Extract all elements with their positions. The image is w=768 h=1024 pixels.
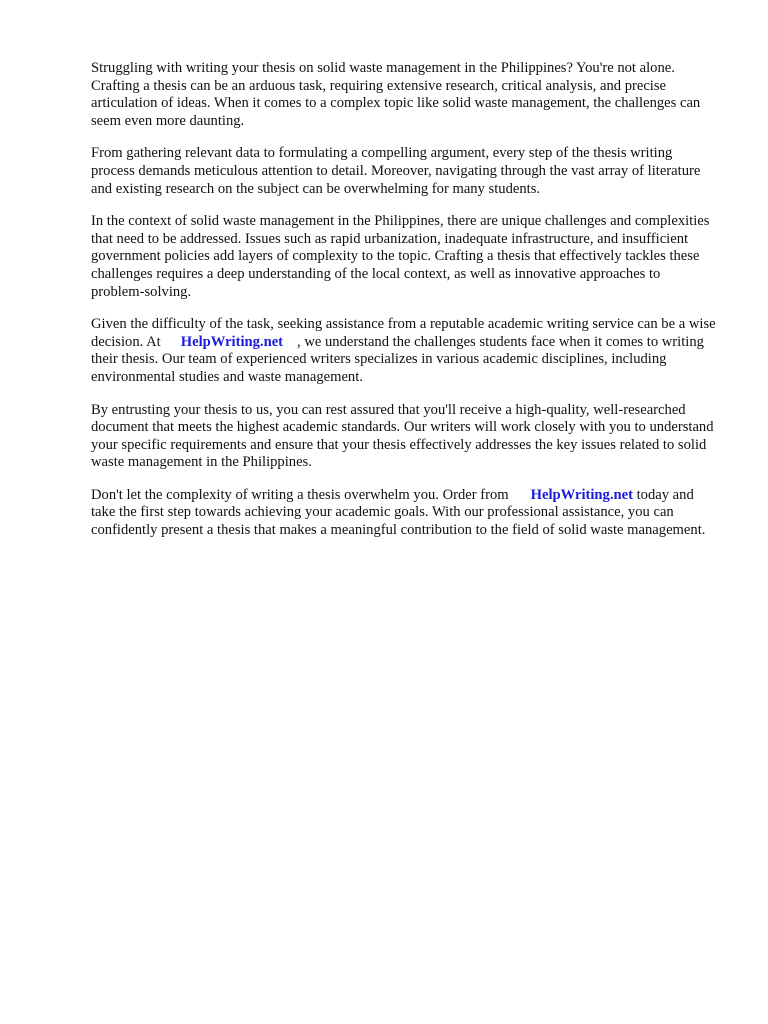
paragraph-order bbox=[91, 487, 716, 540]
paragraph-context: In the context of solid waste management in the Philippines, there are unique challenges and complexities that need to be addressed. Issues such as rapid urbanization, inadequate infrastructure, and insufficient government policies add layers of complexity to the topic. Crafting a thesis that effectively tackles these challenges requires a deep understanding of the local context, as well as innovative approaches to problem-solving. bbox=[91, 213, 710, 300]
paragraph-intro: Struggling with writing your thesis on solid waste management in the Philippines? You're not alone. Crafting a thesis can be an arduous task, requiring extensive research, critical analysis, and precise articulation of ideas. When it comes to a complex topic like solid waste management, the challenges can seem even more daunting. bbox=[91, 60, 701, 129]
paragraph-assistance-before: Given the difficulty of the task, seeking assistance from a reputable academic writing service can be a wise decision. At bbox=[91, 316, 716, 350]
helpwriting-link[interactable]: HelpWriting.net bbox=[180, 333, 284, 350]
paragraph-order-after: today and take the first step towards achieving your academic goals. With our professional assistance, you can confidently present a thesis that makes a meaningful contribution to the field of solid waste management. bbox=[91, 486, 706, 539]
paragraph-entrust: By entrusting your thesis to us, you can rest assured that you'll receive a high-quality, well-researched document that meets the highest academic standards. Our writers will work closely with you to understand your specific requirements and ensure that your thesis effectively addresses the key issues related to solid waste management in the Philippines. bbox=[91, 401, 714, 471]
paragraph-research: From gathering relevant data to formulating a compelling argument, every step of the thesis writing process demands meticulous attention to detail. Moreover, navigating through the vast array of literature and existing research on the subject can be overwhelming for many students. bbox=[91, 145, 701, 197]
paragraph-order-before: Don't let the complexity of writing a thesis overwhelm you. Order from bbox=[91, 486, 509, 503]
helpwriting-link-order[interactable]: HelpWriting.net bbox=[530, 486, 633, 503]
paragraph-assistance bbox=[91, 316, 716, 386]
paragraph-assistance-after: , we understand the challenges students face when it comes to writing their thesis. Our team of experienced writers specializes in various academic disciplines, including environmental studies and waste management. bbox=[91, 333, 704, 385]
